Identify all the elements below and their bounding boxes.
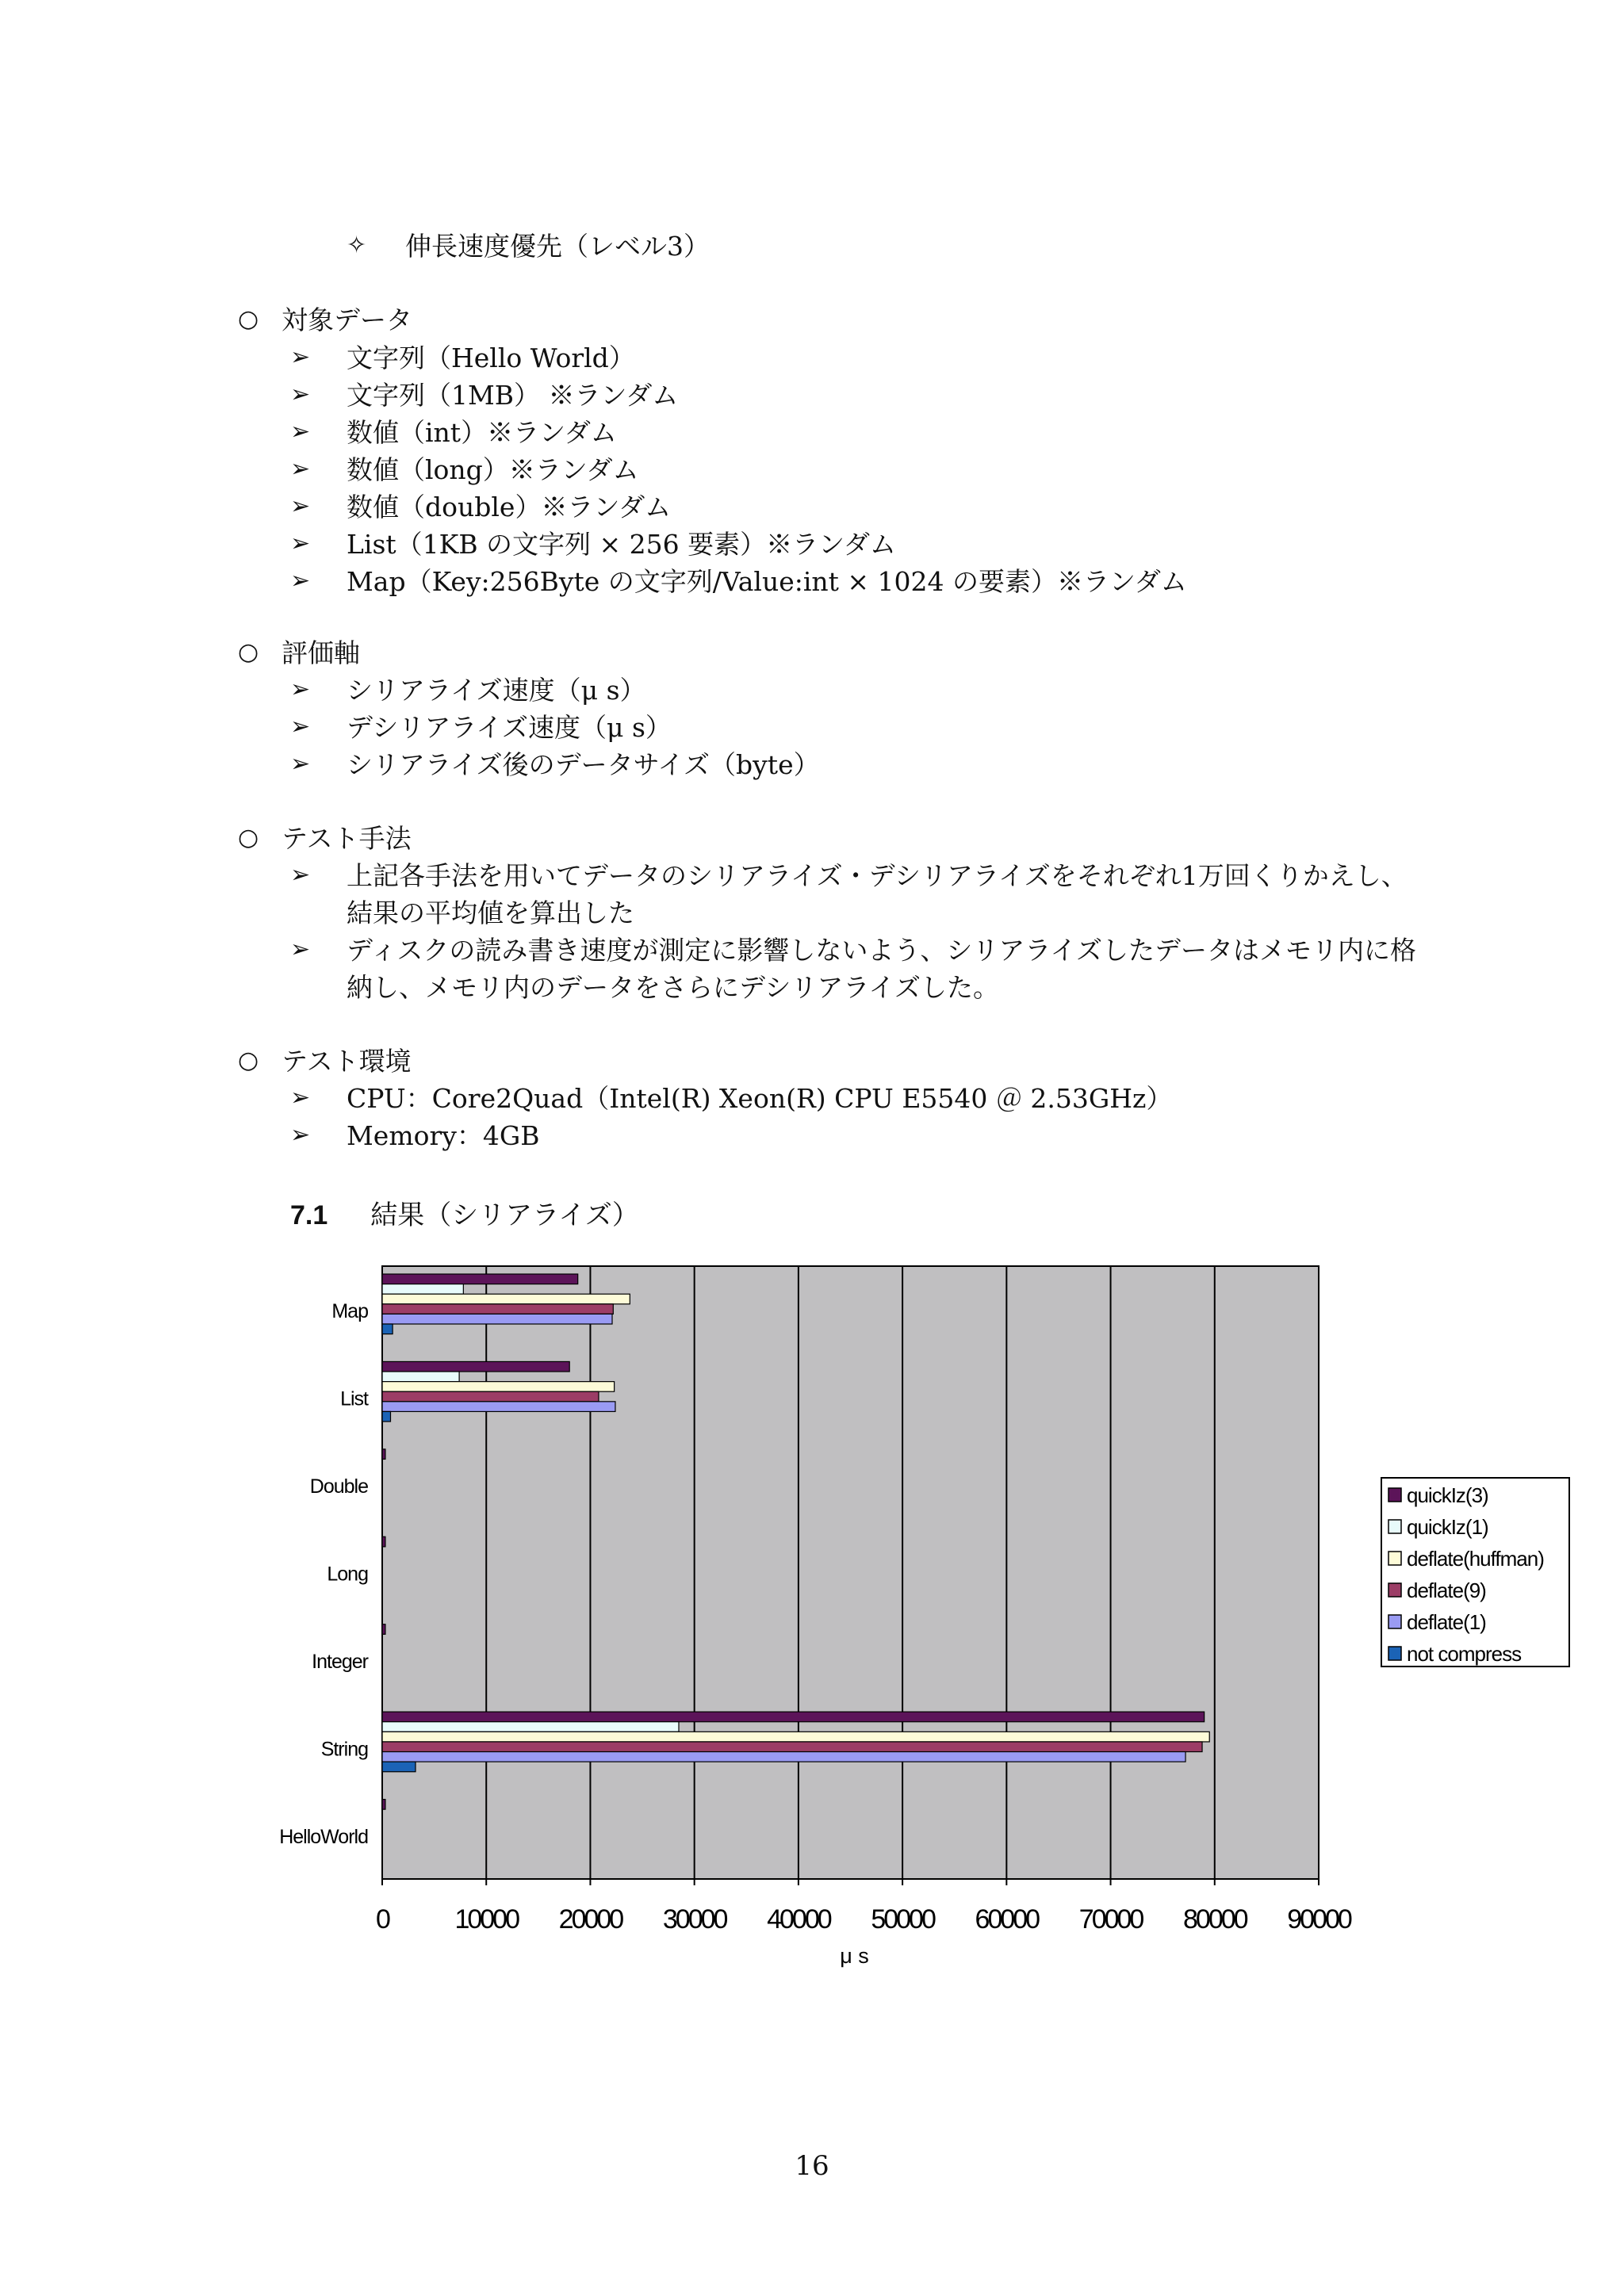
- section-title: テスト手法: [282, 823, 412, 854]
- circle-bullet-icon: ○: [238, 824, 259, 851]
- circle-bullet-icon: ○: [238, 1047, 259, 1074]
- bar: [382, 1449, 385, 1460]
- arrow-bullet-icon: ➢: [290, 492, 311, 520]
- diamond-star-icon: ✧: [347, 232, 367, 259]
- list-item-text: 数値（int）※ランダム: [347, 417, 617, 448]
- x-tick-label: 70000: [1078, 1904, 1143, 1934]
- legend-swatch: [1388, 1615, 1401, 1628]
- x-tick-label: 20000: [558, 1904, 622, 1934]
- arrow-bullet-icon: ➢: [290, 1121, 311, 1149]
- x-tick-label: 10000: [454, 1904, 518, 1934]
- legend-swatch: [1388, 1552, 1401, 1565]
- category-label: Integer: [312, 1650, 368, 1673]
- result-heading-title: 結果（シリアライズ）: [370, 1200, 639, 1231]
- bar: [382, 1324, 393, 1334]
- legend-label: deflate(9): [1407, 1578, 1486, 1602]
- list-item-text: List（1KB の文字列 × 256 要素）※ランダム: [347, 529, 896, 560]
- bar: [382, 1732, 1209, 1742]
- x-tick-label: 40000: [767, 1904, 830, 1934]
- bar: [382, 1402, 615, 1412]
- list-item-text: 納し、メモリ内のデータをさらにデシリアライズした。: [347, 972, 1000, 1003]
- bar: [382, 1536, 385, 1547]
- bar: [382, 1722, 679, 1732]
- bar: [382, 1314, 612, 1324]
- circle-bullet-icon: ○: [238, 305, 259, 333]
- plot-area: [382, 1266, 1319, 1879]
- list-item-text: Map（Key:256Byte の文字列/Value:int × 1024 の要素）※ランダム: [347, 566, 1187, 597]
- list-item-text: 数値（double）※ランダム: [347, 492, 672, 522]
- category-label: String: [320, 1738, 368, 1761]
- bar: [382, 1382, 615, 1392]
- list-item-text: シリアライズ速度（μ s）: [347, 675, 646, 706]
- legend-swatch: [1388, 1583, 1401, 1597]
- bar: [382, 1274, 578, 1284]
- arrow-bullet-icon: ➢: [290, 455, 311, 483]
- result-heading-number: 7.1: [290, 1200, 328, 1230]
- section-title: 評価軸: [282, 637, 360, 668]
- legend-label: quickIz(1): [1407, 1515, 1488, 1539]
- legend-swatch: [1388, 1488, 1401, 1502]
- bar: [382, 1284, 463, 1295]
- category-label: HelloWorld: [279, 1825, 368, 1848]
- arrow-bullet-icon: ➢: [290, 1084, 311, 1112]
- bar: [382, 1800, 385, 1810]
- bar: [382, 1624, 385, 1635]
- x-tick-label: 90000: [1287, 1904, 1350, 1934]
- list-item-text: CPU：Core2Quad（Intel(R) Xeon(R) CPU E5540 ＠ 2.53GHz）: [347, 1083, 1173, 1114]
- x-tick-label: 0: [376, 1904, 389, 1934]
- legend-label: quickIz(3): [1407, 1483, 1488, 1507]
- legend-swatch: [1388, 1520, 1401, 1533]
- circle-bullet-icon: ○: [238, 638, 259, 666]
- section-title: テスト環境: [282, 1046, 412, 1077]
- list-item-text: デシリアライズ速度（μ s）: [347, 712, 672, 743]
- arrow-bullet-icon: ➢: [290, 936, 311, 963]
- result-heading: [290, 1199, 639, 1232]
- legend-label: deflate(huffman): [1407, 1547, 1544, 1571]
- list-item-text: ディスクの読み書き速度が測定に影響しないよう、シリアライズしたデータはメモリ内に格: [347, 935, 1417, 966]
- bar: [382, 1411, 390, 1422]
- arrow-bullet-icon: ➢: [290, 530, 311, 557]
- bar: [382, 1361, 569, 1372]
- bar: [382, 1372, 459, 1382]
- serialize-speed-chart: [0, 1237, 1624, 1982]
- legend-swatch: [1388, 1647, 1401, 1660]
- legend-label: not compress: [1407, 1642, 1522, 1666]
- bar: [382, 1712, 1205, 1722]
- arrow-bullet-icon: ➢: [290, 675, 311, 703]
- category-label: Long: [327, 1563, 368, 1586]
- category-label: Double: [309, 1475, 368, 1498]
- top-item-text: 伸長速度優先（レベル3）: [405, 231, 710, 262]
- arrow-bullet-icon: ➢: [290, 750, 311, 778]
- list-item-text: 文字列（Hello World）: [347, 342, 635, 373]
- arrow-bullet-icon: ➢: [290, 381, 311, 408]
- arrow-bullet-icon: ➢: [290, 567, 311, 595]
- category-label: Map: [331, 1300, 368, 1323]
- list-item-text: 上記各手法を用いてデータのシリアライズ・デシリアライズをそれぞれ1万回くりかえし、: [347, 860, 1408, 891]
- list-item-text: 結果の平均値を算出した: [347, 897, 634, 928]
- arrow-bullet-icon: ➢: [290, 343, 311, 371]
- list-item-text: 数値（long）※ランダム: [347, 454, 639, 485]
- bar: [382, 1752, 1185, 1762]
- x-tick-label: 80000: [1183, 1904, 1247, 1934]
- bar: [382, 1294, 630, 1304]
- category-label: List: [340, 1387, 368, 1410]
- bar: [382, 1762, 416, 1772]
- x-tick-label: 60000: [975, 1904, 1039, 1934]
- section-title: 対象データ: [282, 304, 412, 335]
- legend-label: deflate(1): [1407, 1610, 1486, 1634]
- list-item-text: Memory：4GB: [347, 1120, 540, 1151]
- x-tick-label: 50000: [871, 1904, 934, 1934]
- list-item-text: シリアライズ後のデータサイズ（byte）: [347, 749, 820, 780]
- page-number: 16: [795, 2150, 829, 2182]
- x-tick-label: 30000: [662, 1904, 726, 1934]
- bar: [382, 1742, 1202, 1752]
- bar: [382, 1304, 613, 1314]
- arrow-bullet-icon: ➢: [290, 861, 311, 889]
- arrow-bullet-icon: ➢: [290, 418, 311, 446]
- bar: [382, 1391, 599, 1402]
- x-axis-label: μ s: [840, 1944, 869, 1968]
- arrow-bullet-icon: ➢: [290, 713, 311, 740]
- list-item-text: 文字列（1MB） ※ランダム: [347, 380, 679, 411]
